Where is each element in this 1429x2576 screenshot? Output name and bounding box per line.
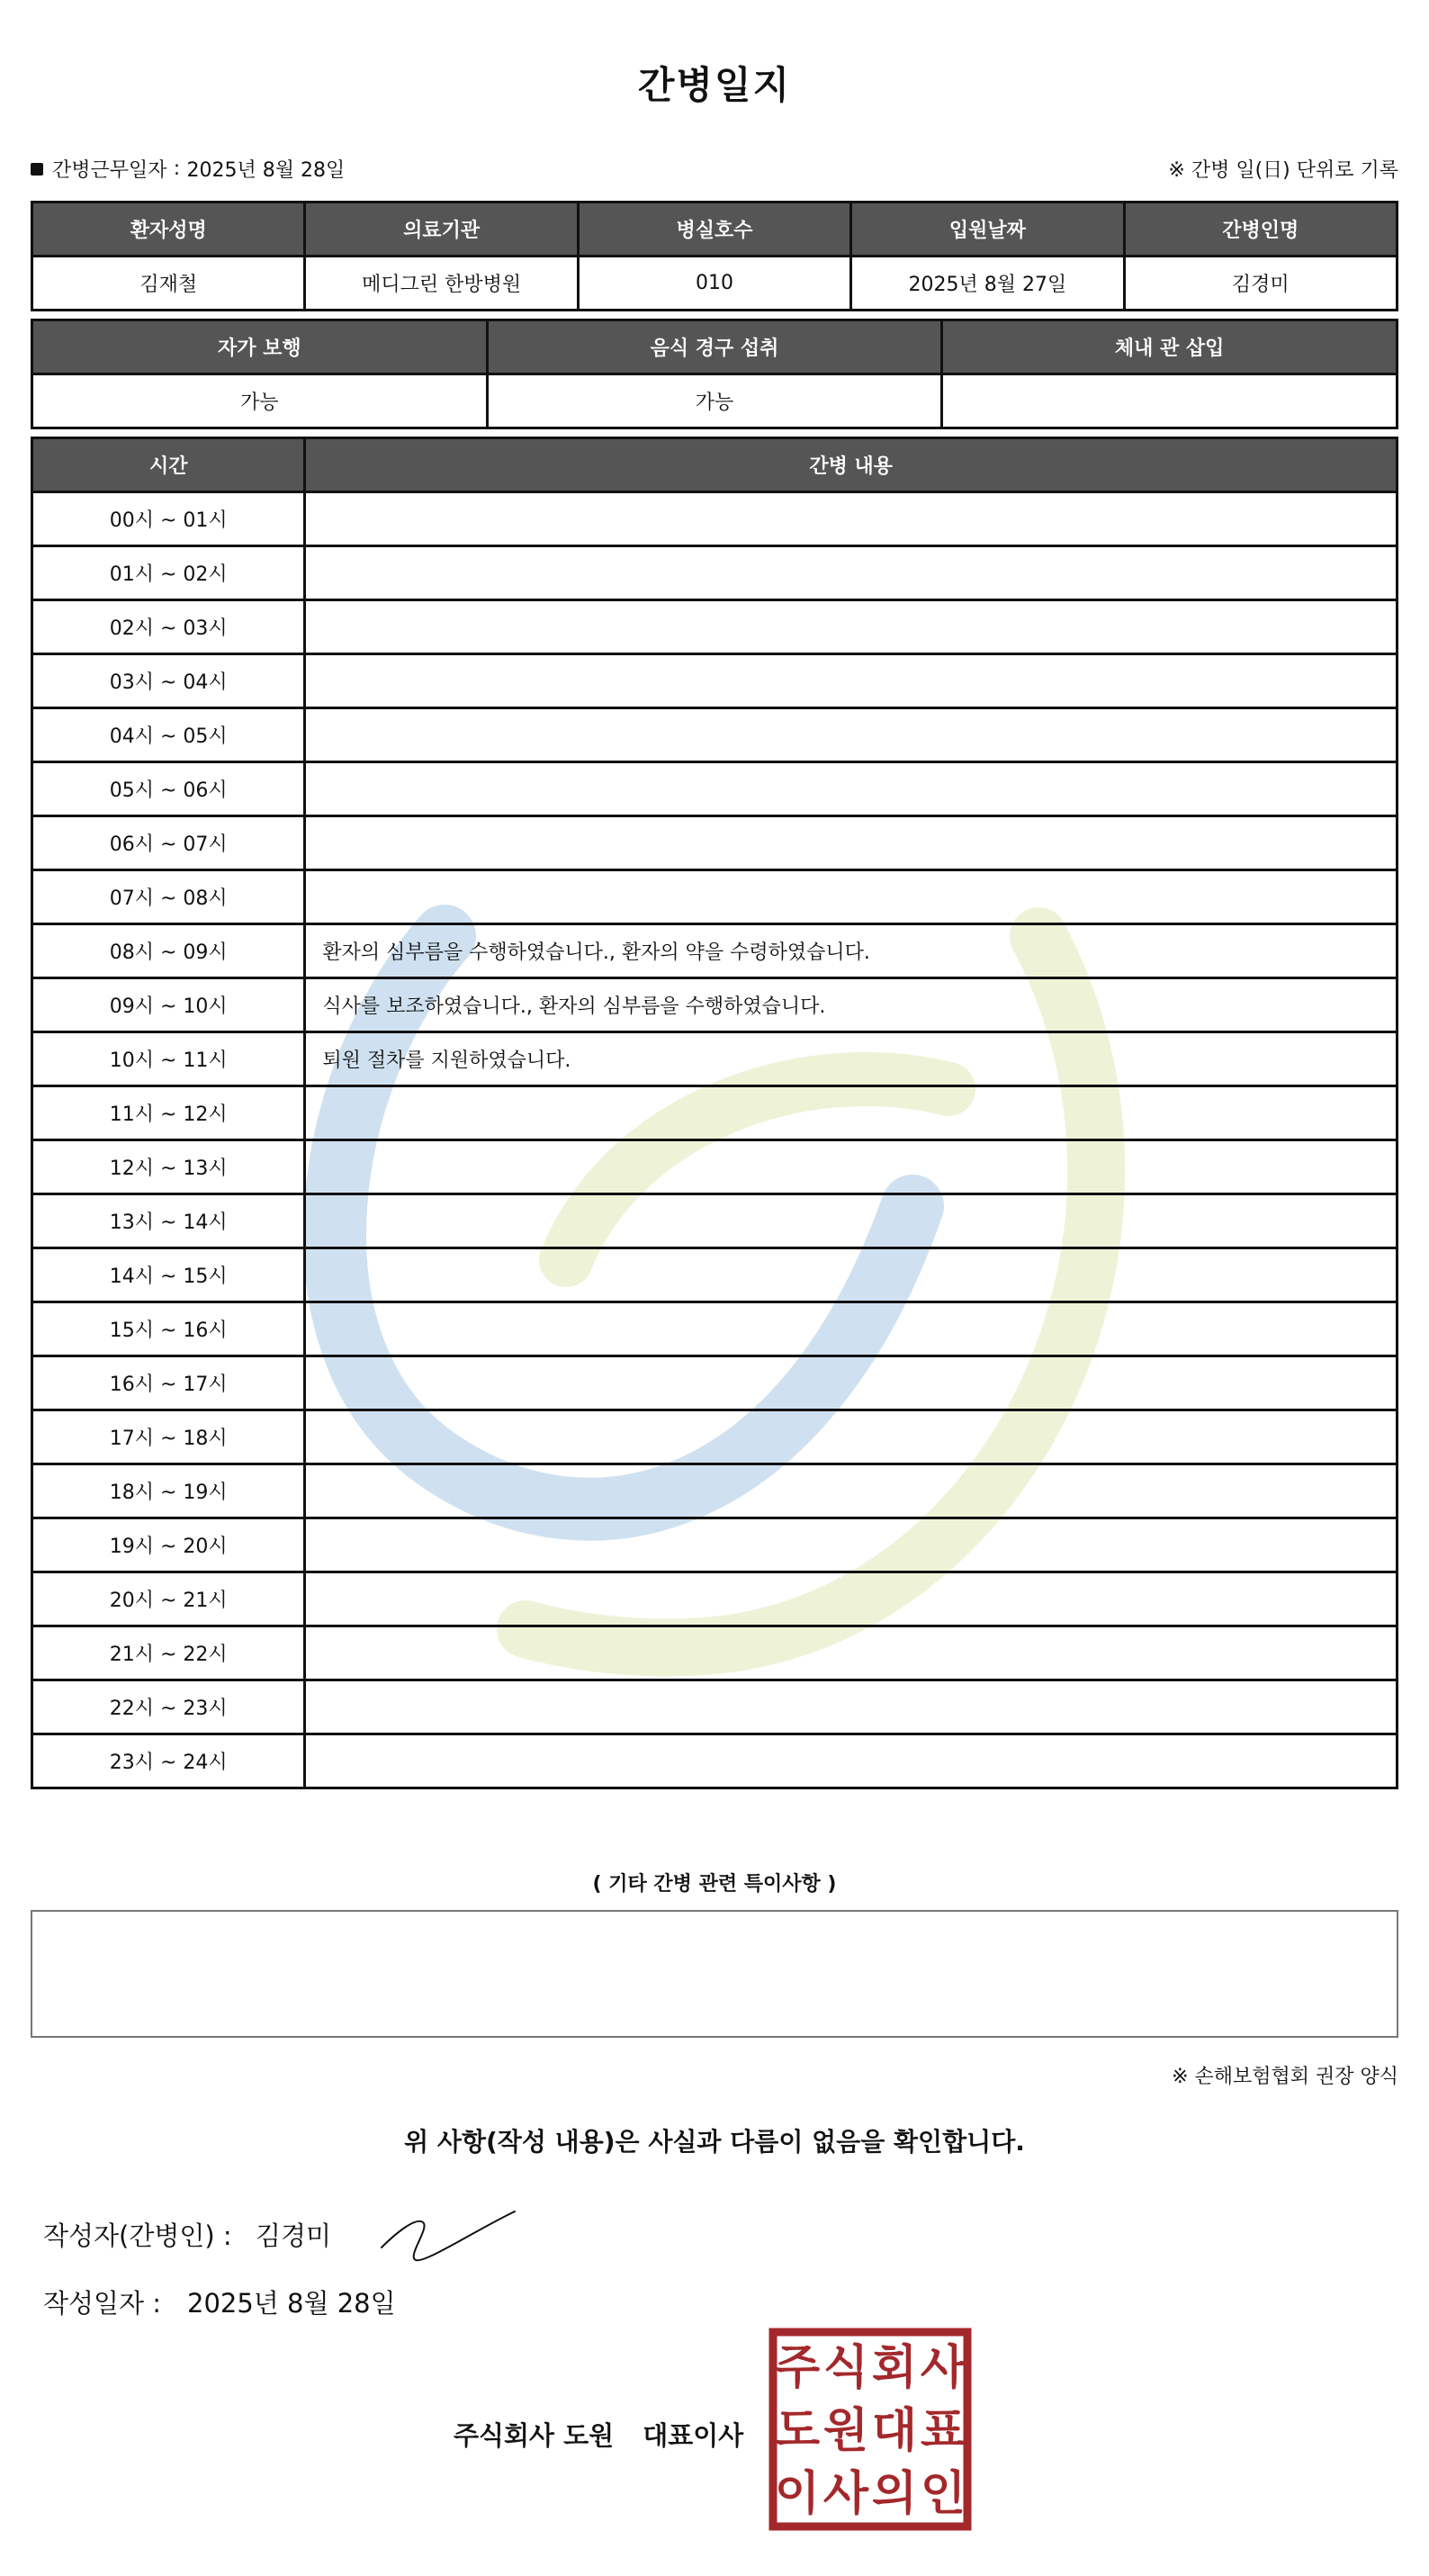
hour-time: 21시 ~ 22시 [32,1626,305,1680]
seal-character: 대 [871,2404,918,2458]
hour-care-content[interactable] [305,816,1398,870]
hour-care-content[interactable] [305,870,1398,924]
hour-care-content[interactable] [305,708,1398,762]
header-admission-date: 입원날짜 [851,203,1124,257]
hour-time: 20시 ~ 21시 [32,1572,305,1626]
hour-time: 05시 ~ 06시 [32,762,305,816]
header-hospital: 의료기관 [305,203,578,257]
hour-time: 08시 ~ 09시 [32,924,305,978]
work-date [31,155,345,183]
hour-row [32,1626,1398,1680]
header-care-content: 간병 내용 [305,438,1398,492]
written-date-label: 작성일자 : [43,2288,162,2319]
written-date-line [43,2283,396,2320]
hour-row [32,708,1398,762]
signature-image [371,2201,560,2273]
patient-value-row [32,257,1398,311]
hour-row [32,492,1398,546]
hour-row [32,654,1398,708]
hour-care-content[interactable] [305,1572,1398,1626]
hour-time: 15시 ~ 16시 [32,1302,305,1356]
hour-care-content[interactable] [305,1302,1398,1356]
hour-row [32,1680,1398,1734]
work-date-separator: : [173,158,181,180]
patient-status-table [31,319,1398,429]
hour-care-content[interactable]: 식사를 보조하였습니다., 환자의 심부름을 수행하였습니다. [305,978,1398,1032]
confirmation-statement: 위 사항(작성 내용)은 사실과 다름이 없음을 확인합니다. [404,2127,1025,2157]
hour-time: 12시 ~ 13시 [32,1140,305,1194]
hour-care-content[interactable] [305,492,1398,546]
patient-header-row [32,203,1398,257]
seal-character: 의 [871,2467,918,2521]
hour-time: 22시 ~ 23시 [32,1680,305,1734]
seal-character: 주 [774,2341,821,2395]
hour-care-content[interactable] [305,1086,1398,1140]
hour-row [32,600,1398,654]
hour-care-content[interactable] [305,762,1398,816]
hour-time: 00시 ~ 01시 [32,492,305,546]
hour-time: 14시 ~ 15시 [32,1248,305,1302]
hour-row [32,546,1398,600]
hours-body [32,492,1398,1788]
hourly-care-table [31,437,1398,1789]
hour-time: 19시 ~ 20시 [32,1518,305,1572]
self-walking-value: 가능 [32,374,488,428]
writer-name: 김경미 [256,2220,332,2251]
hour-time: 18시 ~ 19시 [32,1464,305,1518]
hour-row [32,816,1398,870]
header-oral-intake: 음식 경구 섭취 [487,320,942,374]
seal-character: 사 [920,2341,966,2395]
hour-row [32,1572,1398,1626]
hour-time: 09시 ~ 10시 [32,978,305,1032]
room-number: 010 [578,257,850,311]
hour-row [32,1248,1398,1302]
hour-row [32,1140,1398,1194]
hour-row [32,1410,1398,1464]
page-title: 간병일지 [637,63,792,107]
hour-row [32,870,1398,924]
hour-care-content[interactable] [305,1194,1398,1248]
hour-time: 13시 ~ 14시 [32,1194,305,1248]
hour-time: 16시 ~ 17시 [32,1356,305,1410]
hour-time: 06시 ~ 07시 [32,816,305,870]
hour-row [32,762,1398,816]
hour-care-content[interactable] [305,1518,1398,1572]
header-room-number: 병실호수 [578,203,850,257]
hour-care-content[interactable] [305,1140,1398,1194]
seal-character: 원 [822,2404,869,2458]
company-name: 주식회사 도원 [454,2420,615,2451]
hour-time: 11시 ~ 12시 [32,1086,305,1140]
seal-character: 표 [920,2404,966,2458]
oral-intake-value: 가능 [487,374,942,428]
hour-row [32,1086,1398,1140]
hour-row [32,1734,1398,1788]
admission-date: 2025년 8월 27일 [851,257,1124,311]
header-tube-insertion: 체내 관 삽입 [942,320,1398,374]
hour-row [32,1464,1398,1518]
seal-character: 도 [774,2404,821,2458]
care-log-page [31,0,1398,2576]
seal-character: 이 [774,2467,821,2521]
special-notes-title: ( 기타 간병 관련 특이사항 ) [592,1873,837,1896]
hour-time: 10시 ~ 11시 [32,1032,305,1086]
record-note: ※ 간병 일(日) 단위로 기록 [1168,159,1398,182]
hour-care-content[interactable] [305,1464,1398,1518]
hour-row [32,1032,1398,1086]
hour-care-content[interactable]: 퇴원 절차를 지원하였습니다. [305,1032,1398,1086]
work-date-label: 간병근무일자 [52,159,167,182]
hour-time: 01시 ~ 02시 [32,546,305,600]
hour-care-content[interactable] [305,1248,1398,1302]
hour-row [32,1302,1398,1356]
hour-row [32,1518,1398,1572]
patient-info-table [31,201,1398,311]
header-time: 시간 [32,438,305,492]
hour-time: 23시 ~ 24시 [32,1734,305,1788]
header-caregiver-name: 간병인명 [1124,203,1397,257]
hour-time: 17시 ~ 18시 [32,1410,305,1464]
hour-care-content[interactable] [305,1356,1398,1410]
seal-character: 인 [920,2467,966,2521]
company-seal-stamp [768,2328,972,2531]
hour-time: 03시 ~ 04시 [32,654,305,708]
header-self-walking: 자가 보행 [32,320,488,374]
hour-time: 07시 ~ 08시 [32,870,305,924]
company-line [454,2416,743,2453]
tube-insertion-value [942,374,1398,428]
hour-care-content[interactable]: 환자의 심부름을 수행하였습니다., 환자의 약을 수령하였습니다. [305,924,1398,978]
hour-row [32,1194,1398,1248]
hours-header-row [32,438,1398,492]
special-notes-box[interactable] [31,1910,1398,2038]
hour-row [32,924,1398,978]
hour-care-content[interactable] [305,1410,1398,1464]
status-header-row [32,320,1398,374]
seal-character: 사 [822,2467,869,2521]
hour-care-content[interactable] [305,600,1398,654]
status-value-row [32,374,1398,428]
patient-name: 김재철 [32,257,305,311]
company-title: 대표이사 [643,2420,744,2451]
header-patient-name: 환자성명 [32,203,305,257]
hour-care-content[interactable] [305,546,1398,600]
seal-character: 회 [871,2341,918,2395]
written-date-value: 2025년 8월 28일 [187,2288,396,2319]
hour-care-content[interactable] [305,654,1398,708]
seal-character: 식 [822,2341,869,2395]
caregiver-name: 김경미 [1124,257,1397,311]
work-date-value: 2025년 8월 28일 [186,159,346,182]
hospital-name: 메디그린 한방병원 [305,257,578,311]
hour-care-content[interactable] [305,1680,1398,1734]
hour-time: 04시 ~ 05시 [32,708,305,762]
bullet-square-icon [31,163,43,176]
hour-row [32,1356,1398,1410]
insurance-note: ※ 손해보험협회 권장 양식 [1172,2066,1398,2088]
hour-row [32,978,1398,1032]
hour-care-content[interactable] [305,1626,1398,1680]
hour-time: 02시 ~ 03시 [32,600,305,654]
writer-label: 작성자(간병인) : [43,2220,232,2251]
hour-care-content[interactable] [305,1734,1398,1788]
writer-line [43,2216,331,2253]
